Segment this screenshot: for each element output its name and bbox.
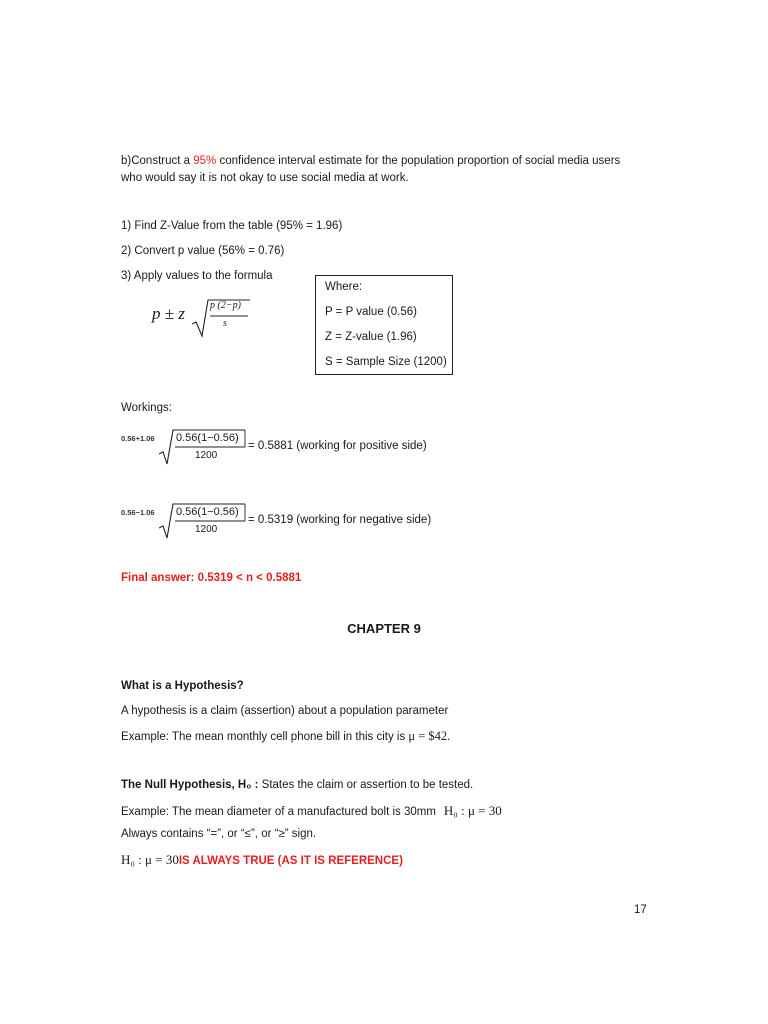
final-answer: Final answer: 0.5319 < n < 0.5881 — [121, 572, 302, 584]
null-heading-line — [121, 777, 473, 794]
question-line-1 — [121, 153, 620, 170]
question-line-2: who would say it is not okay to use social media at work. — [121, 172, 409, 184]
question-prefix: b)Construct a — [121, 155, 194, 167]
null-final-math: H₀ : μ = 30 — [121, 852, 179, 867]
where-s: S = Sample Size (1200) — [325, 356, 447, 368]
question-rest: confidence interval estimate for the population proportion of social media users — [216, 155, 621, 167]
hypothesis-example — [121, 728, 450, 746]
null-heading-rest: States the claim or assertion to be tested. — [258, 779, 474, 791]
null-contains: Always contains “=”, or “≤”, or “≥” sign. — [121, 828, 317, 840]
hypothesis-heading: What is a Hypothesis? — [121, 680, 244, 692]
positive-numerator: 0.56(1−0.56) — [176, 432, 239, 444]
where-title: Where: — [325, 281, 363, 293]
where-box — [315, 275, 453, 375]
null-final — [121, 851, 403, 870]
positive-result: = 0.5881 (working for positive side) — [248, 440, 427, 452]
where-p: P = P value (0.56) — [325, 306, 417, 318]
confidence-level: 95% — [193, 155, 217, 167]
step-2: 2) Convert p value (56% = 0.76) — [121, 245, 285, 257]
formula-numerator: p (2−p) — [210, 300, 241, 311]
working-negative — [121, 502, 451, 538]
chapter-heading: CHAPTER 9 — [347, 621, 421, 636]
hypothesis-example-text: Example: The mean monthly cell phone bill in this city is — [121, 731, 409, 743]
null-final-note: IS ALWAYS TRUE (AS IT IS REFERENCE) — [178, 855, 403, 867]
positive-prefix: 0.56+1.06 — [121, 434, 155, 443]
step-3: 3) Apply values to the formula — [121, 270, 273, 282]
formula-denominator: s — [223, 318, 227, 329]
null-heading: The Null Hypothesis, H₀ : — [121, 779, 259, 791]
page-number: 17 — [634, 904, 647, 916]
positive-denominator: 1200 — [195, 450, 218, 461]
working-positive — [121, 428, 451, 464]
negative-prefix: 0.56−1.06 — [121, 508, 155, 517]
where-z: Z = Z-value (1.96) — [325, 331, 417, 343]
null-example-math: H₀ : μ = 30 — [443, 803, 502, 818]
null-example-text: Example: The mean diameter of a manufactured bolt is 30mm — [121, 806, 436, 818]
negative-result: = 0.5319 (working for negative side) — [248, 514, 432, 526]
step-1: 1) Find Z-Value from the table (95% = 1.96) — [121, 220, 343, 232]
negative-denominator: 1200 — [195, 524, 218, 535]
negative-numerator: 0.56(1−0.56) — [176, 506, 239, 518]
hypothesis-definition: A hypothesis is a claim (assertion) about a population parameter — [121, 705, 449, 717]
hypothesis-example-math: μ = $42. — [408, 729, 451, 743]
formula — [150, 298, 270, 338]
null-example — [121, 802, 502, 821]
workings-label: Workings: — [121, 402, 172, 414]
formula-lhs: p ± z — [152, 304, 185, 323]
